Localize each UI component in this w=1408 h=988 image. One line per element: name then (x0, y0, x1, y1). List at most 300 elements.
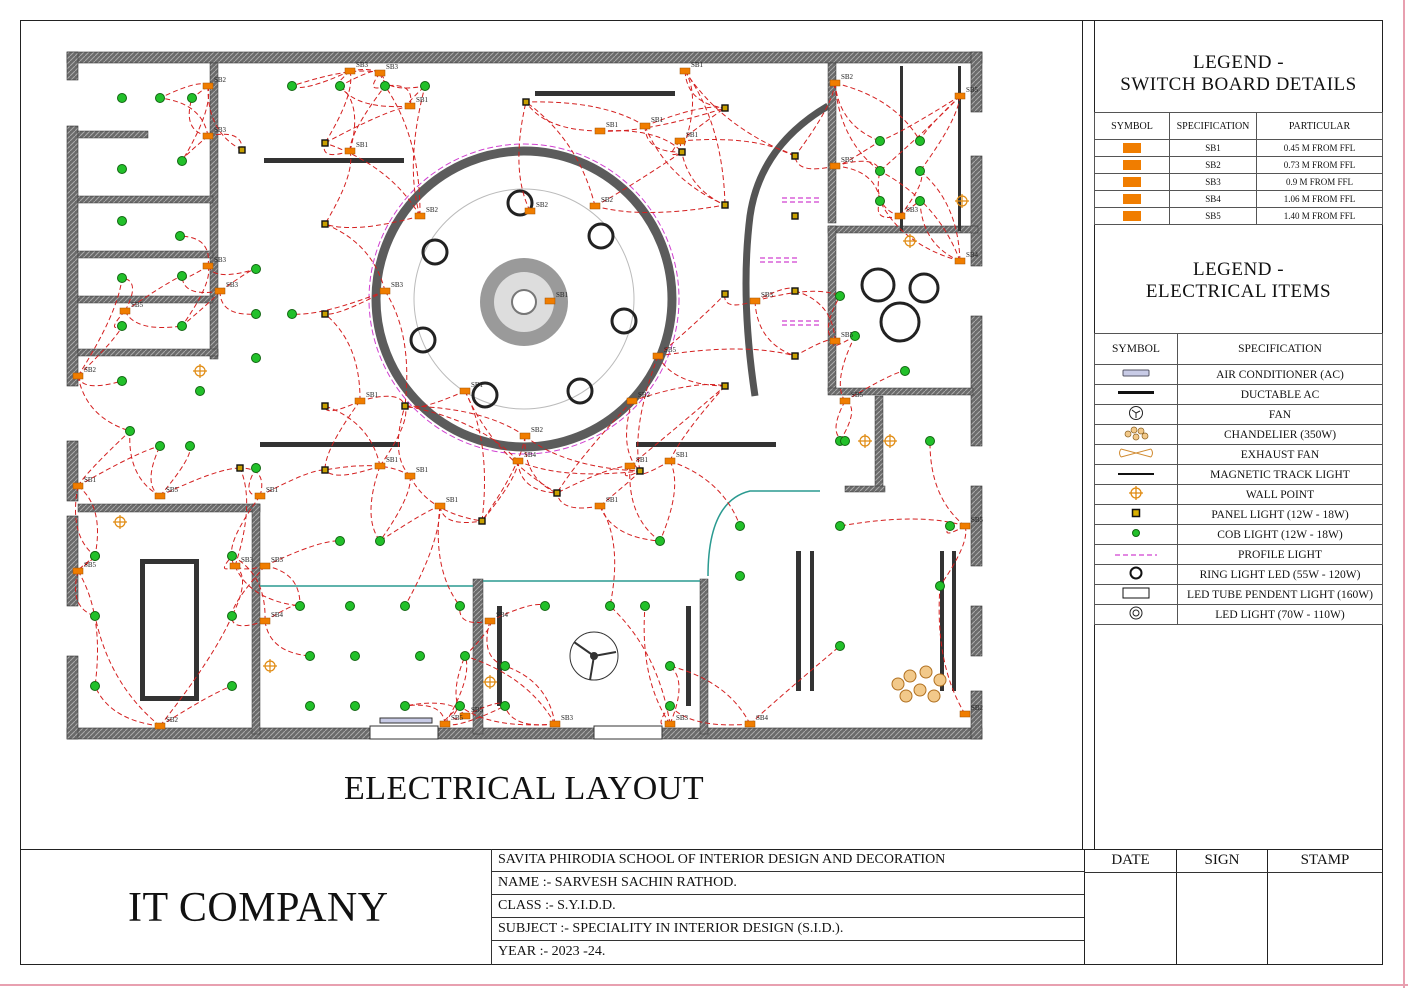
wiring-run (505, 706, 555, 725)
switch-board-label: SB1 (356, 141, 369, 149)
wiring-run (600, 506, 615, 606)
el-row (1095, 365, 1383, 385)
switch-board (653, 353, 663, 359)
switch-board (520, 433, 530, 439)
sb-header-particular: PARTICULAR (1257, 113, 1383, 140)
el-header-symbol: SYMBOL (1095, 334, 1178, 365)
sb-particular: 1.40 M FROM FFL (1257, 208, 1383, 225)
cob-light (916, 197, 925, 206)
signoff-header-line (1084, 872, 1383, 873)
wiring-run (680, 141, 725, 205)
switch-board-label: SB2 (841, 73, 854, 81)
wiring-run (755, 301, 795, 356)
fan-icon (1128, 405, 1144, 421)
switch-board (155, 723, 165, 729)
switch-board-label: SB4 (756, 714, 769, 722)
cob-lights (91, 82, 955, 711)
wiring-run (325, 314, 360, 401)
panel-light (479, 518, 485, 524)
el-row (1095, 605, 1383, 625)
date-label: DATE (1111, 852, 1150, 868)
switch-board (830, 338, 840, 344)
wall-point-cross (263, 659, 277, 673)
switch-board-label: SB1 (606, 496, 619, 504)
switch-board (345, 68, 355, 74)
wiring-run (160, 84, 208, 98)
el-row (1095, 525, 1383, 545)
cob-light (876, 167, 885, 176)
panel-light (322, 311, 328, 317)
el-spec: PANEL LIGHT (12W - 18W) (1178, 505, 1383, 525)
switch-board (525, 208, 535, 214)
switch-board-label: SB4 (524, 451, 537, 459)
cob-light (118, 94, 127, 103)
el-spec: MAGNETIC TRACK LIGHT (1178, 465, 1383, 485)
sb-particular: 0.73 M FROM FFL (1257, 157, 1383, 174)
cob-light (306, 652, 315, 661)
panel-light (792, 153, 798, 159)
el-row (1095, 585, 1383, 605)
switch-board (73, 483, 83, 489)
switch-board (840, 398, 850, 404)
cob-light (916, 167, 925, 176)
switch-board (625, 463, 635, 469)
switch-board (255, 493, 265, 499)
cob-light (351, 702, 360, 711)
wiring-run (505, 666, 555, 724)
el-header-spec: SPECIFICATION (1178, 334, 1383, 365)
wiring-run (75, 571, 95, 616)
wiring-run (325, 401, 360, 411)
cob-light (252, 310, 261, 319)
sb-spec: SB4 (1170, 191, 1257, 208)
cob-light (91, 682, 100, 691)
cob-light (156, 94, 165, 103)
wall-point (483, 675, 497, 689)
switch-board (513, 458, 523, 464)
wiring-run (371, 466, 380, 541)
wall-point (883, 434, 897, 448)
el-spec: WALL POINT (1178, 485, 1383, 505)
cob-light (666, 662, 675, 671)
cob-light (666, 702, 675, 711)
wiring-run (151, 446, 160, 496)
switch-board-label: SB3 (226, 281, 239, 289)
floor-plan (60, 46, 990, 746)
sb-particular: 0.45 M FROM FFL (1257, 140, 1383, 157)
switch-board-label: SB2 (84, 366, 97, 374)
wall-point (263, 659, 277, 673)
switch-board-label: SB5 (84, 561, 97, 569)
switch-board (640, 123, 650, 129)
el-row (1095, 385, 1383, 405)
switch-board-label: SB3 (214, 256, 227, 264)
cob-light (501, 662, 510, 671)
switch-board-label: SB1 (416, 96, 429, 104)
wiring-run (325, 406, 380, 466)
cob-light (916, 137, 925, 146)
wiring-run (75, 486, 95, 556)
panel-light (722, 291, 728, 297)
cob-light (118, 274, 127, 283)
air-conditioner-icon (1121, 368, 1151, 378)
wiring-run (265, 621, 310, 656)
led-tube-pendent-icon (1121, 586, 1151, 600)
panel-light (554, 490, 560, 496)
switch-board-label: SB5 (166, 486, 179, 494)
switch-board-label: SB1 (556, 291, 569, 299)
switch-board-label: SB1 (606, 121, 619, 129)
drawing-title: ELECTRICAL LAYOUT (344, 770, 705, 807)
wiring-run (930, 441, 965, 526)
switch-board-label: SB3 (241, 556, 254, 564)
switch-board-icon (1123, 143, 1141, 153)
switch-board (675, 138, 685, 144)
wall-point-cross (483, 675, 497, 689)
wall-point-icon (1128, 485, 1144, 501)
cob-light (91, 612, 100, 621)
switch-board (230, 563, 240, 569)
switch-board-label: SB1 (446, 496, 459, 504)
wiring-run (525, 436, 640, 471)
chandelier (892, 666, 946, 702)
panel-light (322, 403, 328, 409)
cob-light (381, 82, 390, 91)
cob-light (186, 442, 195, 451)
switch-board-label: SB5 (131, 301, 144, 309)
magnetic-track-light-icon (1116, 470, 1156, 478)
el-spec: LED LIGHT (70W - 110W) (1178, 605, 1383, 625)
cob-light (118, 377, 127, 386)
cob-light (926, 437, 935, 446)
wiring-run (78, 571, 98, 686)
switch-board-label: SB1 (366, 391, 379, 399)
switch-board-label: SB1 (636, 456, 649, 464)
el-row (1095, 405, 1383, 425)
wall-point-cross (883, 434, 897, 448)
wiring-run (340, 86, 410, 107)
switch-board-label: SB2 (971, 704, 984, 712)
cob-light (461, 652, 470, 661)
wiring-run (670, 461, 740, 526)
switch-board-label: SB3 (841, 156, 854, 164)
switch-board (745, 721, 755, 727)
wall-point-cross (903, 234, 917, 248)
wiring-run (405, 506, 440, 606)
class-info: CLASS :- S.Y.I.D.D. (492, 895, 1084, 918)
sb-spec: SB2 (1170, 157, 1257, 174)
cob-light (288, 82, 297, 91)
wiring-run (685, 71, 725, 108)
el-row (1095, 545, 1383, 565)
panel-light (239, 147, 245, 153)
wall-point-cross (858, 434, 872, 448)
wiring-run (920, 96, 960, 171)
electrical-legend-title-line2: ELECTRICAL ITEMS (1145, 281, 1332, 302)
el-spec: COB LIGHT (12W - 18W) (1178, 525, 1383, 545)
sb-header-spec: SPECIFICATION (1170, 113, 1257, 140)
switch-board-table (1094, 112, 1383, 225)
cob-light (836, 522, 845, 531)
wiring-run (325, 466, 410, 476)
switch-board-label: SB1 (266, 486, 279, 494)
switch-board (680, 68, 690, 74)
switch-board-icon (1123, 177, 1141, 187)
switch-board-label: SB5 (841, 331, 854, 339)
cob-light (228, 552, 237, 561)
switch-board (665, 721, 675, 727)
switch-board-label: SB5 (451, 714, 464, 722)
switch-board (665, 458, 675, 464)
switch-board (955, 93, 965, 99)
cob-light (946, 522, 955, 531)
cob-light (421, 82, 430, 91)
switch-board-label: SB2 (601, 196, 614, 204)
ductable-ac-bars (140, 66, 961, 706)
cob-light (178, 272, 187, 281)
switch-board-label: SB1 (84, 476, 97, 484)
panel-light (322, 140, 328, 146)
switch-board-label: SB2 (214, 76, 227, 84)
cob-light (376, 537, 385, 546)
switch-board-label: SB2 (638, 391, 651, 399)
switch-board-icon (1123, 194, 1141, 204)
ductable-ac-icon (1116, 388, 1156, 398)
wiring-run (518, 461, 640, 474)
panel-light (637, 468, 643, 474)
cob-light (541, 602, 550, 611)
cob-light (736, 522, 745, 531)
switch-board-label: SB3 (676, 714, 689, 722)
year-info: YEAR :- 2023 -24. (498, 944, 606, 959)
wiring-run (660, 461, 675, 541)
switch-board (830, 163, 840, 169)
switch-board (260, 618, 270, 624)
wall-point (858, 434, 872, 448)
switch-board-label: SB1 (686, 131, 699, 139)
cob-light (336, 82, 345, 91)
wall-point-cross (955, 194, 969, 208)
switch-board-label: SB5 (664, 346, 677, 354)
cob-light (178, 157, 187, 166)
cob-light (118, 165, 127, 174)
switch-board (380, 288, 390, 294)
wiring-run (600, 131, 682, 152)
switch-board-label: SB5 (851, 391, 864, 399)
stamp-label: STAMP (1300, 852, 1350, 868)
wall-point-cross (113, 515, 127, 529)
electrical-items-table (1094, 333, 1383, 625)
wall-point (955, 194, 969, 208)
wiring-run (125, 311, 182, 328)
switch-board-label: SB3 (271, 556, 284, 564)
cob-light (641, 602, 650, 611)
cob-light (401, 702, 410, 711)
wiring-run (78, 376, 122, 386)
switch-board (435, 503, 445, 509)
wiring-run (880, 96, 960, 141)
switch-board-label: SB4 (966, 251, 979, 259)
cob-light (901, 367, 910, 376)
cob-light (836, 642, 845, 651)
switch-board (155, 493, 165, 499)
panel-light (722, 383, 728, 389)
switch-board (955, 258, 965, 264)
cob-light (456, 702, 465, 711)
cob-light (228, 612, 237, 621)
sb-row (1095, 140, 1383, 157)
switch-board-label: SB4 (496, 611, 509, 619)
switch-board (550, 721, 560, 727)
switch-board (203, 263, 213, 269)
wall-point (903, 234, 917, 248)
switch-legend-title-line1: LEGEND - (1192, 52, 1285, 73)
wiring-run (325, 466, 380, 475)
switch-board-label: SB2 (166, 716, 179, 724)
wiring-run (610, 606, 670, 724)
el-spec: AIR CONDITIONER (AC) (1178, 365, 1383, 385)
switch-board (750, 298, 760, 304)
wiring-run (220, 291, 256, 314)
wiring-run (658, 356, 725, 386)
switch-board-label: SB3 (214, 126, 227, 134)
switch-board-label: SB2 (531, 426, 544, 434)
switch-board-label: SB1 (676, 451, 689, 459)
wiring-run (235, 468, 247, 566)
switch-board (405, 103, 415, 109)
switch-board (405, 473, 415, 479)
el-spec: RING LIGHT LED (55W - 120W) (1178, 565, 1383, 585)
wiring-run (835, 83, 880, 141)
el-spec: CHANDELIER (350W) (1178, 425, 1383, 445)
panel-light (792, 353, 798, 359)
cob-light (401, 602, 410, 611)
el-row (1095, 465, 1383, 485)
cob-light (252, 464, 261, 473)
switch-board-label: SB1 (691, 61, 704, 69)
wiring-run (325, 216, 420, 228)
sheet-edge-right (1403, 0, 1405, 988)
switch-board (460, 388, 470, 394)
cob-light (252, 265, 261, 274)
switch-board (73, 568, 83, 574)
switch-board (215, 288, 225, 294)
switch-board (440, 721, 450, 727)
el-row (1095, 485, 1383, 505)
el-row (1095, 505, 1383, 525)
switch-board-label: SB4 (271, 611, 284, 619)
wiring-run (557, 466, 630, 493)
el-spec: PROFILE LIGHT (1178, 545, 1383, 565)
panel-light (792, 288, 798, 294)
student-name: NAME :- SARVESH SACHIN RATHOD. (492, 872, 1084, 895)
cob-light (336, 537, 345, 546)
electrical-legend-title-line1: LEGEND - (1192, 259, 1285, 280)
wiring-run (398, 406, 410, 476)
switch-board (545, 298, 555, 304)
cob-light (656, 537, 665, 546)
sb-spec: SB3 (1170, 174, 1257, 191)
wiring-run (836, 401, 845, 441)
wiring-run (380, 506, 440, 541)
el-spec: FAN (1178, 405, 1383, 425)
switch-board-label: SB3 (761, 291, 774, 299)
wiring-run (518, 461, 557, 493)
switch-board-label: SB1 (416, 466, 429, 474)
wiring-run (835, 166, 880, 201)
panel-light (322, 467, 328, 473)
wiring-run (482, 461, 518, 521)
wiring-run (325, 401, 360, 470)
switch-board (415, 213, 425, 219)
exhaust-fan-icon (1118, 447, 1154, 459)
switch-board (960, 523, 970, 529)
switch-board-label: SB3 (386, 63, 399, 71)
switch-board-legend-title (1095, 52, 1382, 96)
cob-light (156, 442, 165, 451)
el-row (1095, 425, 1383, 445)
switch-board (355, 398, 365, 404)
cob-light (288, 310, 297, 319)
switch-board (375, 70, 385, 76)
sb-header-symbol: SYMBOL (1095, 113, 1170, 140)
switch-board (627, 398, 637, 404)
sign-label: SIGN (1204, 852, 1240, 868)
chandelier-icon (1121, 425, 1151, 441)
sheet-edge-bottom (0, 984, 1408, 986)
panel-light (237, 465, 243, 471)
electrical-legend-title (1095, 259, 1382, 303)
switch-board-label: SB1 (386, 456, 399, 464)
wall-point-cross (193, 364, 207, 378)
wiring-run (840, 401, 852, 441)
el-spec: DUCTABLE AC (1178, 385, 1383, 405)
wiring-run (658, 349, 795, 356)
cob-light (126, 427, 135, 436)
switch-board (960, 711, 970, 717)
switch-board (485, 618, 495, 624)
wall-point (193, 364, 207, 378)
panel-light (722, 202, 728, 208)
cob-light-icon (1131, 528, 1141, 538)
wiring-run (189, 98, 208, 136)
switch-board-label: SB3 (561, 714, 574, 722)
cob-light (606, 602, 615, 611)
switch-board-label: SB5 (966, 86, 979, 94)
wiring-run (438, 506, 460, 606)
led-light-icon (1128, 605, 1144, 621)
project-name: IT COMPANY (128, 885, 389, 931)
switch-board (260, 563, 270, 569)
el-spec: LED TUBE PENDENT LIGHT (160W) (1178, 585, 1383, 605)
wiring-run (292, 291, 385, 314)
sb-particular: 1.06 M FROM FFL (1257, 191, 1383, 208)
cob-light (456, 602, 465, 611)
ring-light-icon (1128, 565, 1144, 581)
wiring-run (557, 493, 600, 508)
wiring-run (325, 106, 410, 143)
profile-light-icon (1114, 552, 1158, 558)
switch-board (895, 213, 905, 219)
switch-board-label: SB2 (426, 206, 439, 214)
cob-light (178, 322, 187, 331)
switch-board-label: SB1 (471, 381, 484, 389)
el-row (1095, 445, 1383, 465)
wiring-run (340, 86, 355, 151)
switch-board (375, 463, 385, 469)
sb-row (1095, 174, 1383, 191)
wiring-run (670, 386, 725, 461)
